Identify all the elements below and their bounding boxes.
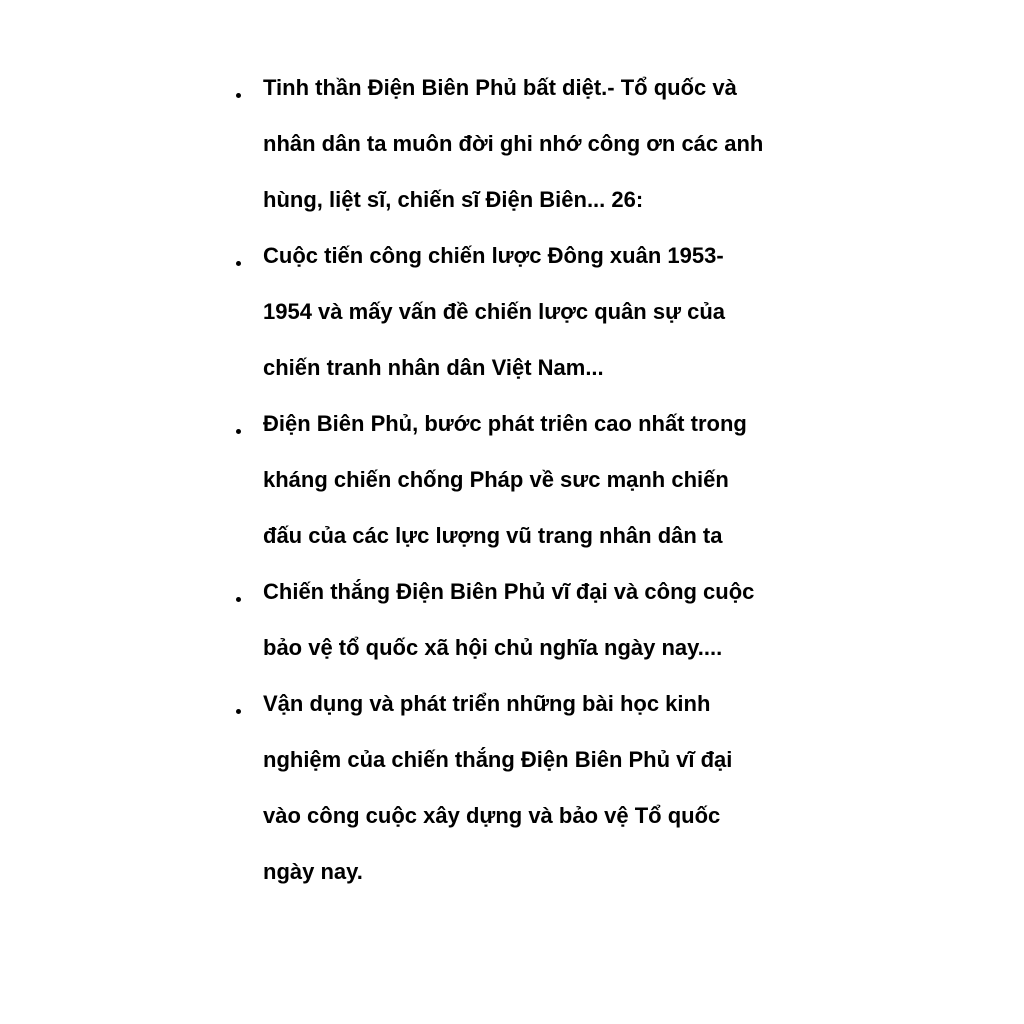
list-item-line: chiến tranh nhân dân Việt Nam... bbox=[263, 355, 604, 380]
list-item bbox=[236, 564, 836, 676]
list-item-line: Tinh thần Điện Biên Phủ bất diệt.- Tổ quốc và bbox=[263, 75, 737, 100]
list-item-line: Chiến thắng Điện Biên Phủ vĩ đại và công cuộc bbox=[263, 579, 755, 604]
list-item-line: 1954 và mấy vấn đề chiến lược quân sự của bbox=[263, 299, 726, 324]
bullet-list bbox=[236, 60, 836, 900]
list-item-line: kháng chiến chống Pháp về sưc mạnh chiến bbox=[263, 467, 729, 492]
list-item-line: nhân dân ta muôn đời ghi nhớ công ơn các anh bbox=[263, 131, 764, 156]
list-item bbox=[236, 228, 836, 396]
list-item-line: Vận dụng và phát triển những bài học kinh bbox=[263, 691, 711, 716]
list-item-line: ngày nay. bbox=[263, 859, 363, 884]
bullet-icon bbox=[236, 709, 241, 714]
bullet-icon bbox=[236, 429, 241, 434]
bullet-icon bbox=[236, 261, 241, 266]
list-item bbox=[236, 396, 836, 564]
list-item-line: hùng, liệt sĩ, chiến sĩ Điện Biên... 26: bbox=[263, 187, 644, 212]
list-item bbox=[236, 676, 836, 900]
list-item-line: nghiệm của chiến thắng Điện Biên Phủ vĩ đại bbox=[263, 747, 733, 772]
bullet-icon bbox=[236, 597, 241, 602]
list-item-line: Điện Biên Phủ, bước phát triên cao nhất trong bbox=[263, 411, 747, 436]
list-item-line: bảo vệ tổ quốc xã hội chủ nghĩa ngày nay.... bbox=[263, 635, 723, 660]
list-item-line: Cuộc tiến công chiến lược Đông xuân 1953- bbox=[263, 243, 724, 268]
bullet-icon bbox=[236, 93, 241, 98]
list-item-line: vào công cuộc xây dựng và bảo vệ Tổ quốc bbox=[263, 803, 721, 828]
list-item bbox=[236, 60, 836, 228]
list-item-line: đấu của các lực lượng vũ trang nhân dân ta bbox=[263, 523, 723, 548]
